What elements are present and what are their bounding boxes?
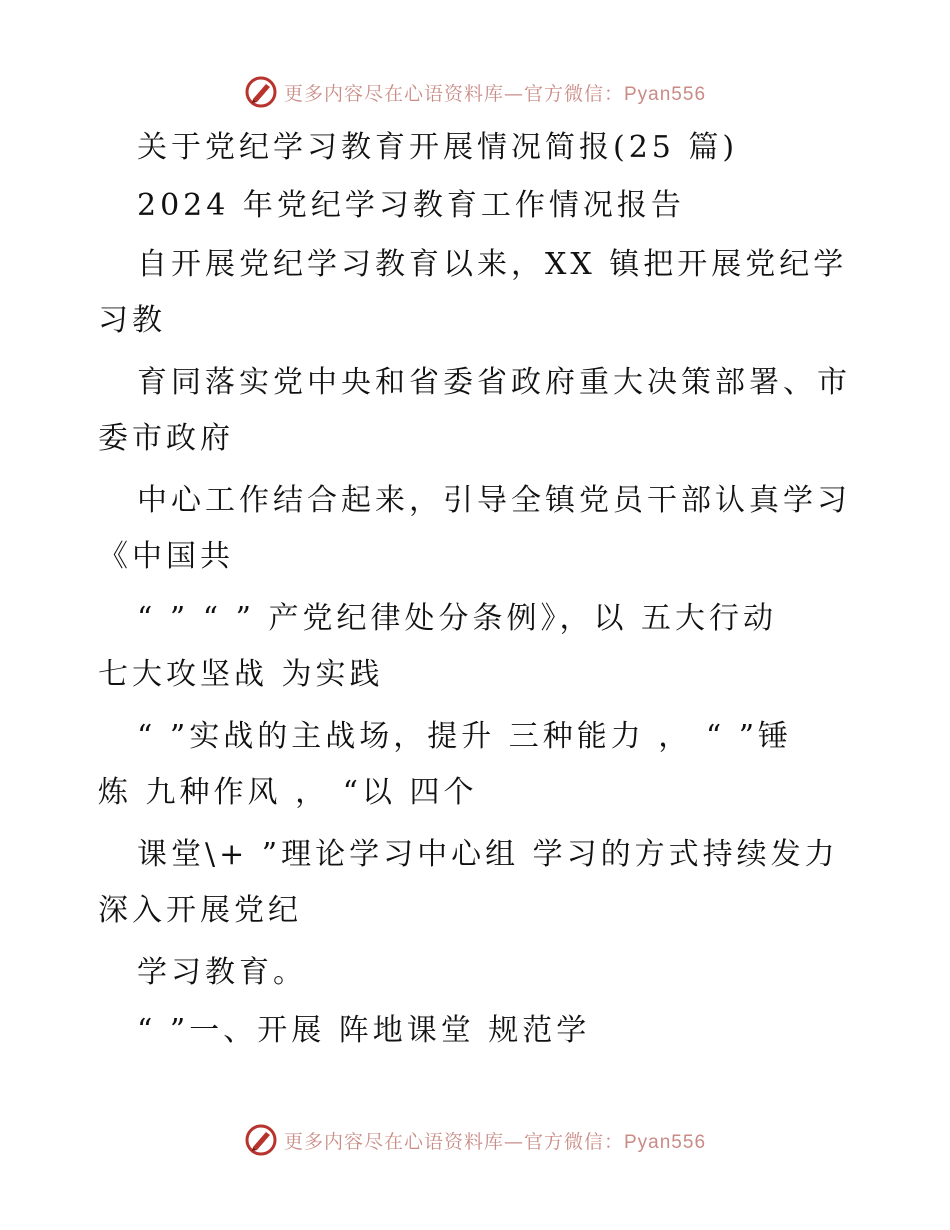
doc-line: 炼 九种作风 ， “以 四个: [98, 775, 478, 810]
pen-circle-logo-icon: [244, 1123, 278, 1157]
header-watermark: [0, 72, 950, 112]
doc-line: 育同落实党中央和省委省政府重大决策部署、市: [137, 365, 851, 400]
doc-line: 自开展党纪学习教育以来，XX 镇把开展党纪学: [137, 247, 848, 282]
watermark-text: [284, 1127, 706, 1154]
watermark-text-cn: 更多内容尽在心语资料库—官方微信：: [283, 1130, 624, 1153]
watermark-text-cn: 更多内容尽在心语资料库—官方微信：: [283, 82, 624, 105]
doc-title-line: 关于党纪学习教育开展情况简报(25 篇): [137, 130, 739, 165]
doc-line: 深入开展党纪: [98, 893, 302, 928]
watermark-text: [284, 79, 706, 106]
watermark-text-latin: Pyan556: [624, 1131, 707, 1153]
doc-line: 委市政府: [98, 421, 234, 456]
doc-line: 《中国共: [98, 539, 234, 574]
doc-line: “ ” “ ” 产党纪律处分条例》，以 五大行动: [137, 601, 778, 636]
doc-line: 课堂\+ ”理论学习中心组 学习的方式持续发力: [137, 837, 839, 872]
pen-circle-logo-icon: [244, 75, 278, 109]
doc-line: 中心工作结合起来，引导全镇党员干部认真学习: [137, 483, 851, 518]
doc-line: 七大攻坚战 为实践: [98, 657, 384, 692]
doc-subtitle-line: 2024 年党纪学习教育工作情况报告: [137, 188, 685, 223]
watermark-text-latin: Pyan556: [624, 83, 707, 105]
doc-line: “ ”实战的主战场，提升 三种能力 ， “ ”锤: [137, 719, 793, 754]
doc-line: “ ”一、开展 阵地课堂 规范学: [137, 1013, 591, 1048]
doc-line: 学习教育。: [137, 955, 307, 990]
doc-line: 习教: [98, 303, 166, 338]
footer-watermark: [0, 1120, 950, 1160]
